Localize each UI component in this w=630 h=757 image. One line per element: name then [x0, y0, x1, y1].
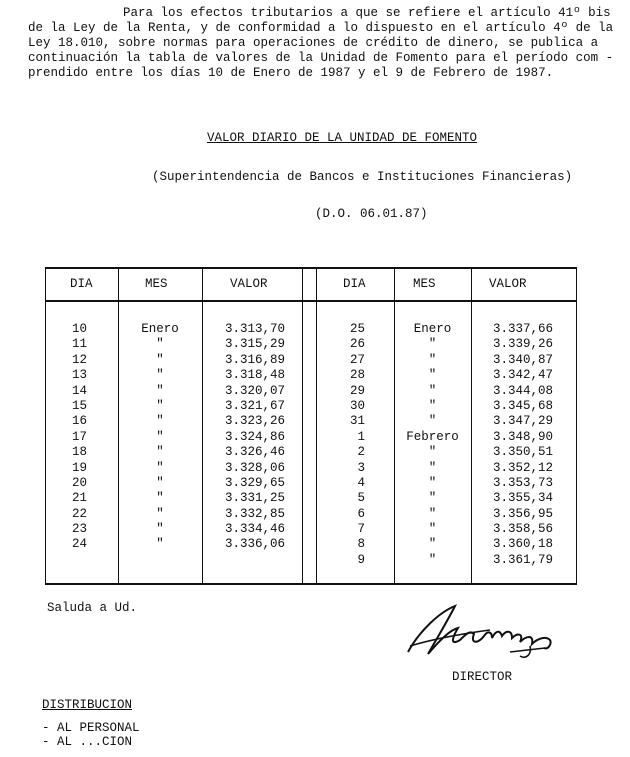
distribution-list — [42, 721, 140, 749]
table-left-border — [45, 267, 46, 585]
document-subtitle: (Superintendencia de Bancos e Instituciones Financieras) — [152, 170, 573, 184]
table-header-divider — [45, 300, 577, 302]
intro-paragraph — [28, 6, 618, 81]
table-cell: 3.361,79 — [492, 552, 553, 567]
intro-line: Ley 18.010, sobre normas para operaciones de crédito de dinero, se publica a — [28, 36, 599, 50]
table-cell: 3.336,06 — [224, 537, 285, 552]
column-divider — [471, 267, 472, 585]
table-cell: 3.316,89 — [224, 352, 285, 367]
table-cell: 27 — [349, 352, 365, 367]
table-cell: " — [428, 460, 437, 475]
table-cell: 3.345,68 — [492, 398, 553, 413]
table-cell: 19 — [71, 460, 87, 475]
table-cell: 3.334,46 — [224, 522, 285, 537]
table-cell: 10 — [71, 322, 87, 336]
table-cell: 3.318,48 — [224, 368, 285, 383]
table-cell: 3.360,18 — [492, 537, 553, 552]
signature-image — [400, 600, 570, 664]
right-valor-column — [481, 322, 553, 568]
table-cell: 3.358,56 — [492, 522, 553, 537]
table-cell: 17 — [71, 429, 87, 444]
header-mes: MES — [413, 277, 436, 291]
table-cell: 3.340,87 — [492, 352, 553, 367]
table-cell: 3.342,47 — [492, 368, 553, 383]
table-cell: 15 — [71, 398, 87, 413]
table-cell: " — [428, 475, 437, 490]
table-cell: 3.323,26 — [224, 414, 285, 429]
table-cell: " — [428, 383, 437, 398]
table-cell: 3.356,95 — [492, 506, 553, 521]
table-cell: 7 — [357, 522, 365, 537]
table-cell: 3.315,29 — [224, 337, 285, 352]
table-cell: " — [428, 368, 437, 383]
table-cell: 12 — [71, 352, 87, 367]
table-cell: 9 — [357, 552, 365, 567]
table-cell: " — [428, 537, 437, 552]
table-cell: 3.328,06 — [224, 460, 285, 475]
right-mes-column — [394, 322, 471, 568]
table-cell: 26 — [349, 337, 365, 352]
table-bottom-border — [45, 583, 577, 585]
table-cell: 25 — [349, 322, 365, 336]
table-cell: " — [428, 398, 437, 413]
table-cell: 3.332,85 — [224, 506, 285, 521]
table-top-border — [45, 267, 577, 269]
table-cell: 3.348,90 — [492, 429, 553, 444]
intro-line: prendido entre los días 10 de Enero de 1987 y el 9 de Febrero de 1987. — [28, 66, 554, 80]
publication-reference: (D.O. 06.01.87) — [315, 207, 428, 221]
table-cell: " — [156, 383, 164, 398]
intro-line: de la Ley de la Renta, y de conformidad a lo dispuesto en el artículo 4º de la — [28, 21, 614, 35]
table-cell: 24 — [71, 537, 87, 552]
table-cell: " — [156, 491, 164, 506]
table-cell: 2 — [357, 445, 365, 460]
table-cell: 11 — [71, 337, 87, 352]
table-right-border — [576, 267, 577, 585]
table-cell: " — [156, 506, 164, 521]
left-mes-column — [118, 322, 202, 553]
distribution-item: - AL ...CION — [42, 735, 133, 749]
left-valor-column — [215, 322, 285, 553]
intro-line: continuación la tabla de valores de la Unidad de Fomento para el período com - — [28, 51, 614, 65]
closing-greeting: Saluda a Ud. — [47, 601, 138, 615]
table-cell: " — [156, 368, 164, 383]
table-cell: 3.339,26 — [492, 337, 553, 352]
table-cell: 3.350,51 — [492, 445, 553, 460]
table-cell: " — [156, 475, 164, 490]
table-cell: 23 — [71, 522, 87, 537]
table-cell: 8 — [357, 537, 365, 552]
table-cell: 1 — [357, 429, 365, 444]
table-cell: 30 — [349, 398, 365, 413]
table-cell: " — [156, 414, 164, 429]
table-cell: " — [428, 352, 437, 367]
table-cell: 3.337,66 — [492, 322, 553, 336]
column-divider — [202, 267, 203, 585]
table-cell: 3.321,67 — [224, 398, 285, 413]
header-valor: VALOR — [230, 277, 268, 291]
left-dia-column — [65, 322, 87, 553]
uf-values-table — [45, 267, 577, 585]
table-cell: 3 — [357, 460, 365, 475]
table-cell: 14 — [71, 383, 87, 398]
distribution-heading: DISTRIBUCION — [42, 698, 133, 712]
table-cell: " — [156, 537, 164, 552]
table-cell: " — [156, 460, 164, 475]
table-cell: 6 — [357, 506, 365, 521]
column-divider — [316, 267, 317, 585]
table-cell: 3.352,12 — [492, 460, 553, 475]
table-cell: 5 — [357, 491, 365, 506]
table-cell: 3.313,70 — [224, 322, 285, 336]
table-cell: 3.347,29 — [492, 414, 553, 429]
table-cell: " — [428, 522, 437, 537]
table-cell: 3.355,34 — [492, 491, 553, 506]
table-cell: " — [156, 429, 164, 444]
table-cell: " — [428, 445, 437, 460]
table-cell: 3.320,07 — [224, 383, 285, 398]
table-cell: 28 — [349, 368, 365, 383]
table-cell: " — [428, 506, 437, 521]
table-cell: Febrero — [406, 429, 459, 444]
header-dia: DIA — [70, 277, 93, 291]
table-cell: " — [156, 398, 164, 413]
right-dia-column — [341, 322, 365, 568]
table-cell: 3.324,86 — [224, 429, 285, 444]
table-cell: " — [156, 352, 164, 367]
table-cell: 22 — [71, 506, 87, 521]
table-cell: 18 — [71, 445, 87, 460]
table-cell: 3.326,46 — [224, 445, 285, 460]
header-valor: VALOR — [489, 277, 527, 291]
table-cell: 3.329,65 — [224, 475, 285, 490]
table-cell: " — [428, 414, 437, 429]
table-cell: " — [156, 445, 164, 460]
document-title: VALOR DIARIO DE LA UNIDAD DE FOMENTO — [207, 131, 478, 145]
header-mes: MES — [145, 277, 168, 291]
table-cell: " — [428, 491, 437, 506]
column-divider — [302, 267, 303, 585]
table-cell: 13 — [71, 368, 87, 383]
table-cell: 3.344,08 — [492, 383, 553, 398]
header-dia: DIA — [343, 277, 366, 291]
table-cell: 3.331,25 — [224, 491, 285, 506]
table-cell: 3.353,73 — [492, 475, 553, 490]
distribution-item: - AL PERSONAL — [42, 721, 140, 735]
table-cell: Enero — [141, 322, 179, 336]
signatory-title: DIRECTOR — [452, 670, 513, 684]
table-cell: 31 — [349, 414, 365, 429]
table-cell: 4 — [357, 475, 365, 490]
table-cell: " — [428, 337, 437, 352]
table-cell: 29 — [349, 383, 365, 398]
table-cell: 21 — [71, 491, 87, 506]
table-cell: " — [428, 552, 437, 567]
table-cell: " — [156, 522, 164, 537]
table-cell: 16 — [71, 414, 87, 429]
table-cell: " — [156, 337, 164, 352]
table-cell: 20 — [71, 475, 87, 490]
intro-line: Para los efectos tributarios a que se refiere el artículo 41º bis — [123, 6, 611, 20]
table-cell: Enero — [413, 322, 452, 336]
